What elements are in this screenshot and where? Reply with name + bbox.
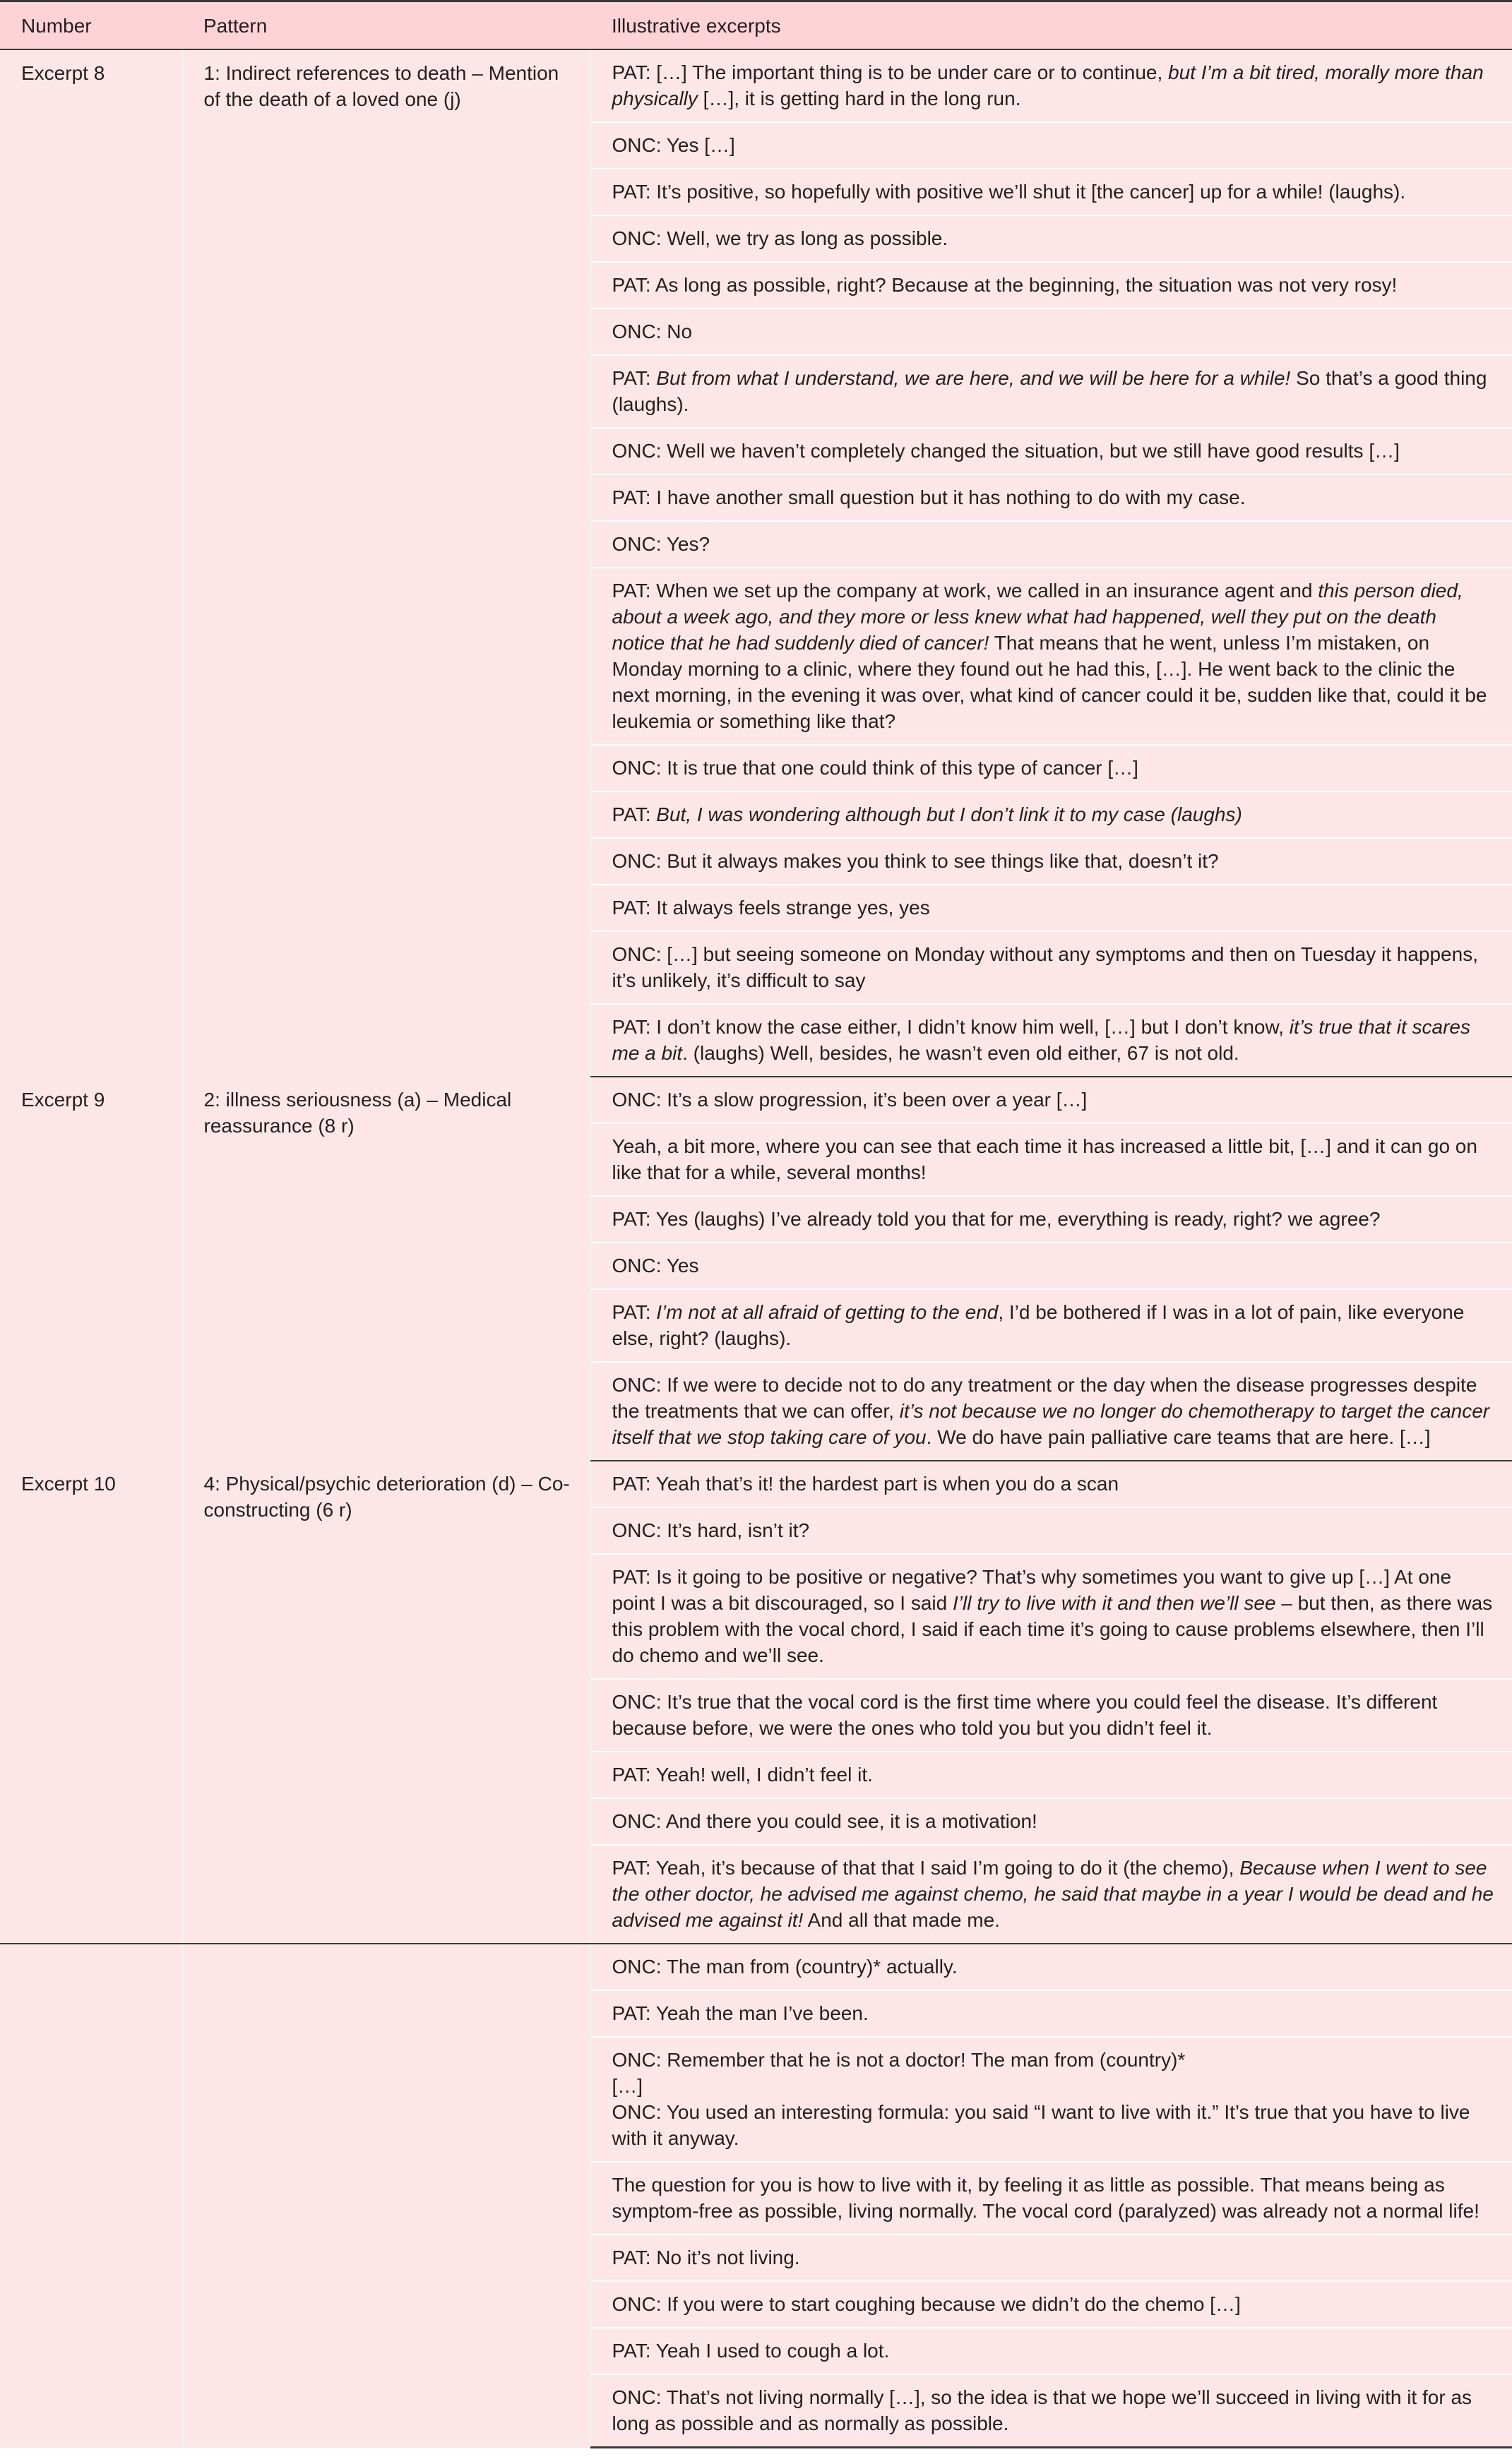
header-number: Number (0, 1, 182, 50)
excerpt-emphasis: but I’m a bit tired, morally more than physically (612, 61, 1484, 109)
excerpt-text: . We do have pain palliative care teams that are here. […] (926, 1426, 1431, 1448)
excerpt-text: ONC: If you were to start coughing because we didn’t do the chemo […] (612, 2293, 1241, 2315)
excerpt-text: […] (612, 2075, 643, 2097)
excerpt-line (590, 1845, 1512, 1944)
excerpt-line (590, 2281, 1512, 2328)
excerpt-line (590, 428, 1512, 474)
excerpt-text: PAT: (612, 367, 657, 389)
excerpt-pattern: 2: illness seriousness (a) – Medical reassurance (8 r) (182, 1077, 590, 1461)
excerpt-line (590, 745, 1512, 791)
excerpt-line (590, 2037, 1512, 2162)
excerpt-text: PAT: Yeah I used to cough a lot. (612, 2340, 890, 2362)
table-row (0, 1944, 1512, 1990)
excerpt-line (590, 355, 1512, 428)
excerpt-text: ONC: Yes? (612, 533, 710, 555)
excerpt-text: And all that made me. (803, 1909, 1000, 1931)
excerpt-emphasis: But, I was wondering although but I don’t link it to my case (laughs) (656, 803, 1242, 825)
excerpt-text: ONC: That’s not living normally […], so the idea is that we hope we’ll succeed in living with it for as long as possible and as normally as possible. (612, 2386, 1472, 2434)
excerpt-line (590, 2162, 1512, 2235)
excerpt-text: ONC: The man from (country)* actually. (612, 1956, 958, 1978)
header-excerpts: Illustrative excerpts (590, 1, 1512, 50)
excerpt-line (590, 1461, 1512, 1507)
excerpt-text: ONC: If we were to decide not to do any treatment or the day when the disease progresses despite the treatments that we can offer, (612, 1374, 1477, 1422)
excerpt-text: ONC: It’s hard, isn’t it? (612, 1519, 810, 1541)
excerpt-line (590, 1077, 1512, 1123)
excerpt-text: – but then, as there was this problem with the vocal chord, I said if each time it’s going to cause problems elsewhere, then I’ll do chemo and we’ll see. (612, 1592, 1493, 1666)
excerpt-text: . (laughs) Well, besides, he wasn’t even old either, 67 is not old. (682, 1042, 1239, 1064)
excerpt-text: PAT: Yeah that’s it! the hardest part is when you do a scan (612, 1473, 1119, 1495)
excerpt-text: ONC: Remember that he is not a doctor! The man from (country)* (612, 2049, 1186, 2071)
excerpt-line (590, 791, 1512, 838)
excerpt-line (590, 1123, 1512, 1196)
excerpt-line (590, 1004, 1512, 1077)
excerpt-line (590, 838, 1512, 885)
excerpt-text: So that’s a good thing (laughs). (612, 367, 1487, 415)
excerpt-line (590, 568, 1512, 745)
table-header (0, 1, 1512, 50)
excerpt-line (590, 49, 1512, 122)
table-row (0, 49, 1512, 122)
table-row (0, 1461, 1512, 1507)
excerpt-text: PAT: When we set up the company at work, we called in an insurance agent and (612, 580, 1318, 602)
excerpt-text: PAT: […] The important thing is to be under care or to continue, (612, 61, 1169, 83)
excerpt-text: ONC: It is true that one could think of this type of cancer […] (612, 757, 1138, 779)
excerpt-line (590, 1554, 1512, 1679)
header-pattern: Pattern (182, 1, 590, 50)
excerpt-text: PAT: No it’s not living. (612, 2247, 800, 2268)
excerpt-number: Excerpt 8 (0, 49, 182, 1077)
excerpt-line (590, 885, 1512, 931)
excerpt-emphasis: it’s not because we no longer do chemotherapy to target the cancer itself that we stop taking care of you (612, 1400, 1490, 1448)
excerpt-emphasis: Because when I went to see the other doctor, he advised me against chemo, he said that maybe in a year I would be dead and he advised me against it! (612, 1857, 1494, 1931)
excerpt-text: ONC: You used an interesting formula: you said “I want to live with it.” It’s true that you have to live with it anyway. (612, 2101, 1470, 2149)
excerpt-line (590, 169, 1512, 215)
excerpt-text: PAT: It always feels strange yes, yes (612, 897, 930, 919)
excerpt-text: PAT: (612, 803, 657, 825)
excerpt-text: ONC: Yes (612, 1255, 699, 1276)
excerpt-line (590, 1243, 1512, 1289)
excerpt-line (590, 931, 1512, 1004)
excerpt-text: ONC: […] but seeing someone on Monday without any symptoms and then on Tuesday it happens, it’s unlikely, it’s difficult to say (612, 943, 1478, 991)
excerpt-line (590, 1196, 1512, 1243)
excerpt-text: PAT: Yes (laughs) I’ve already told you that for me, everything is ready, right? we agree? (612, 1208, 1381, 1230)
excerpt-line (590, 1679, 1512, 1752)
excerpt-text: PAT: Is it going to be positive or negative? That’s why sometimes you want to give up […] At one point I was a bit discouraged, so I said (612, 1566, 1452, 1614)
table-row (0, 1077, 1512, 1123)
excerpt-pattern (182, 1944, 590, 2448)
table-body (0, 49, 1512, 2448)
excerpt-line (590, 1362, 1512, 1461)
excerpt-line (590, 215, 1512, 262)
excerpt-text: PAT: It’s positive, so hopefully with positive we’ll shut it [the cancer] up for a while! (laughs). (612, 181, 1406, 203)
excerpt-text: ONC: No (612, 321, 693, 342)
excerpt-text: PAT: Yeah! well, I didn’t feel it. (612, 1764, 873, 1786)
excerpt-pattern: 4: Physical/psychic deterioration (d) – Co-constructing (6 r) (182, 1461, 590, 1944)
excerpt-line (590, 2328, 1512, 2374)
excerpt-text: ONC: But it always makes you think to see things like that, doesn’t it? (612, 850, 1219, 872)
excerpt-line (590, 1798, 1512, 1845)
excerpt-line (590, 1289, 1512, 1362)
excerpt-text: The question for you is how to live with it, by feeling it as little as possible. That means being as symptom-free as possible, living normally. The vocal cord (paralyzed) was already not a normal life! (612, 2174, 1480, 2222)
excerpt-text: […], it is getting hard in the long run. (697, 88, 1021, 109)
excerpt-line (590, 521, 1512, 568)
excerpt-text: ONC: Yes […] (612, 134, 735, 156)
excerpt-line (590, 2235, 1512, 2281)
excerpt-line (590, 1752, 1512, 1798)
excerpt-line (590, 309, 1512, 355)
excerpt-number (0, 1944, 182, 2448)
excerpt-pattern: 1: Indirect references to death – Mention of the death of a loved one (j) (182, 49, 590, 1077)
excerpt-text: PAT: I don’t know the case either, I didn’t know him well, […] but I don’t know, (612, 1016, 1290, 1038)
excerpt-text: PAT: As long as possible, right? Because at the beginning, the situation was not very rosy! (612, 274, 1398, 296)
excerpt-text: ONC: It’s a slow progression, it’s been over a year […] (612, 1089, 1088, 1111)
excerpt-line (590, 1507, 1512, 1554)
excerpt-line (590, 474, 1512, 521)
excerpt-text: PAT: (612, 1301, 657, 1323)
excerpt-line (590, 122, 1512, 169)
excerpt-number: Excerpt 9 (0, 1077, 182, 1461)
excerpt-line (590, 1944, 1512, 1990)
excerpt-text: ONC: And there you could see, it is a motivation! (612, 1810, 1037, 1832)
excerpt-text: , I’d be bothered if I was in a lot of pain, like everyone else, right? (laughs). (612, 1301, 1465, 1349)
excerpt-text: PAT: I have another small question but it has nothing to do with my case. (612, 486, 1246, 508)
excerpt-number: Excerpt 10 (0, 1461, 182, 1944)
excerpt-emphasis: I’ll try to live with it and then we’ll see (953, 1592, 1276, 1614)
excerpt-emphasis: this person died, about a week ago, and they more or less knew what had happened, well they put on the death notice that he had suddenly died of cancer! (612, 580, 1463, 654)
excerpt-line (590, 262, 1512, 309)
excerpt-text: ONC: Well, we try as long as possible. (612, 227, 948, 249)
excerpt-emphasis: it’s true that it scares me a bit (612, 1016, 1470, 1064)
excerpt-emphasis: But from what I understand, we are here, and we will be here for a while! (656, 367, 1291, 389)
excerpt-line (590, 1990, 1512, 2037)
excerpt-text: PAT: Yeah, it’s because of that that I said I’m going to do it (the chemo), (612, 1857, 1240, 1879)
excerpt-text: ONC: It’s true that the vocal cord is the first time where you could feel the disease. It’s different because before, we were the ones who told you but you didn’t feel it. (612, 1691, 1438, 1739)
excerpt-line (590, 2374, 1512, 2448)
excerpt-text: ONC: Well we haven’t completely changed the situation, but we still have good results […] (612, 440, 1400, 462)
excerpt-text: PAT: Yeah the man I’ve been. (612, 2002, 869, 2024)
excerpt-emphasis: I’m not at all afraid of getting to the end (656, 1301, 999, 1323)
excerpt-text: Yeah, a bit more, where you can see that each time it has increased a little bit, […] and it can go on like that for a while, several months! (612, 1135, 1477, 1183)
excerpt-text: That means that he went, unless I’m mistaken, on Monday morning to a clinic, where they found out he had this, […]. He went back to the clinic the next morning, in the evening it was over, what kind of cancer could it be, sudden like that, could it be leukemia or something like that? (612, 632, 1487, 732)
header-row (0, 1, 1512, 50)
